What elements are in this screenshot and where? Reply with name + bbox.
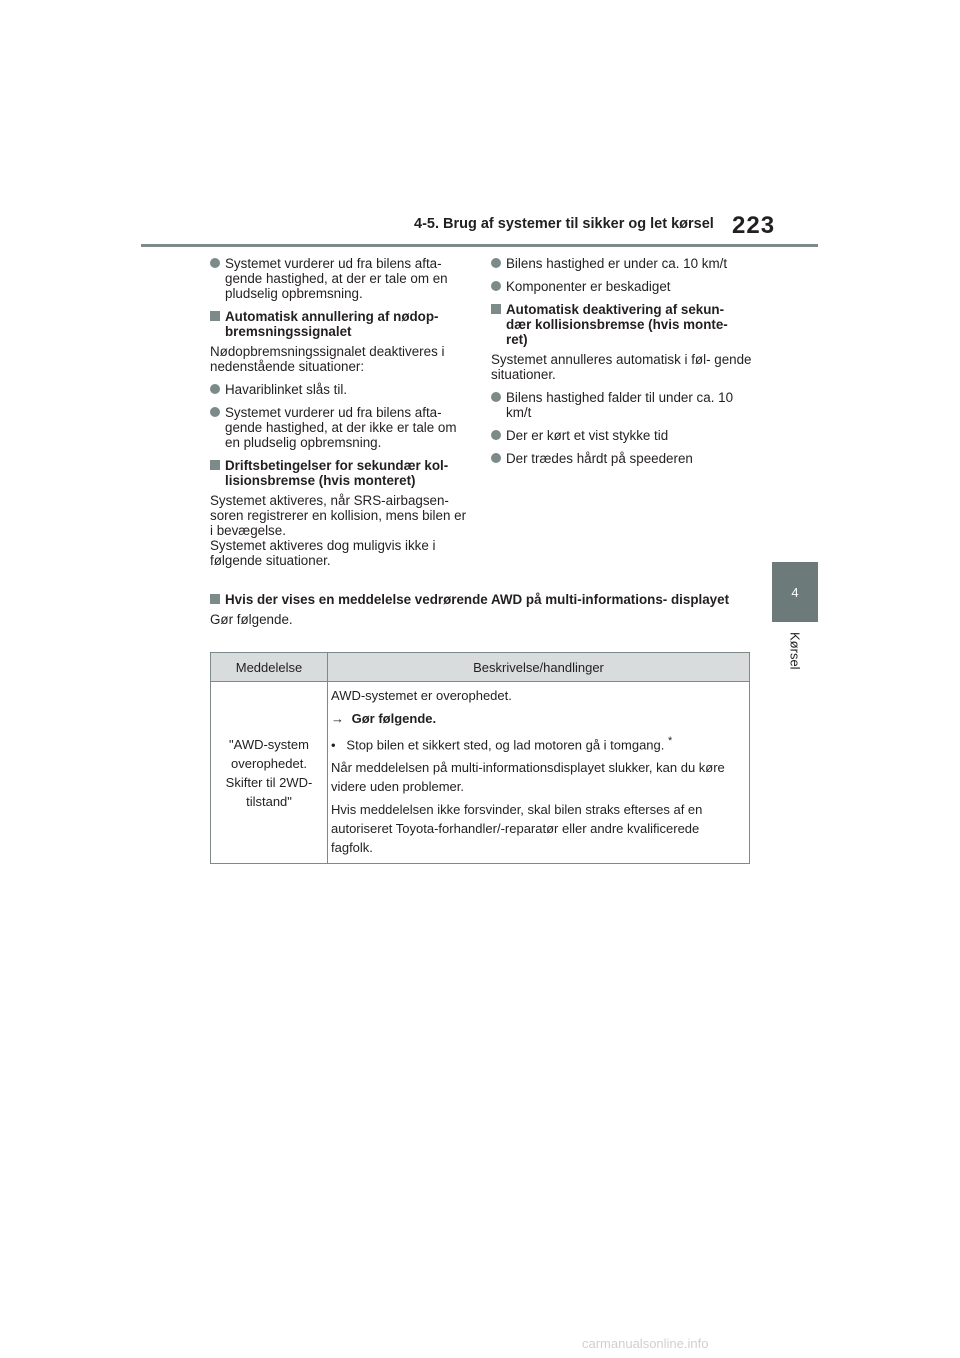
- column-header-description: Beskrivelse/handlinger: [328, 653, 750, 682]
- paragraph: Nødopbremsningssignalet deaktiveres i nedenstående situationer:: [210, 344, 445, 374]
- list-item-text: Systemet vurderer ud fra bilens afta- gende hastighed, at der er tale om en pludselig opbremsning.: [225, 256, 448, 301]
- list-item-text: Havariblinket slås til.: [225, 382, 348, 397]
- description-text: Hvis meddelelsen ikke forsvinder, skal bilen straks efterses af en autoriseret Toyota-forhandler/-reparatør eller andre kvalificerede fagfolk.: [331, 802, 703, 856]
- list-item: [491, 451, 753, 466]
- heading-square-icon: [210, 460, 220, 470]
- list-item-text: Komponenter er beskadiget: [506, 279, 671, 294]
- header-rule: [141, 244, 818, 247]
- paragraph: Gør følgende.: [210, 612, 293, 627]
- bullet-dot-icon: [491, 258, 501, 268]
- action-text: Gør følgende.: [351, 711, 437, 726]
- description-text: AWD-systemet er overophedet.: [331, 688, 512, 703]
- list-item-text: Systemet vurderer ud fra bilens afta- gende hastighed, at der ikke er tale om en pludselig opbremsning.: [225, 405, 457, 450]
- awd-section: [210, 592, 750, 627]
- list-item: [491, 428, 753, 443]
- section-heading-text: Hvis der vises en meddelelse vedrørende AWD på multi-informations- displayet: [225, 592, 730, 607]
- chapter-tab: [772, 562, 818, 622]
- list-item-text: Bilens hastighed er under ca. 10 km/t: [506, 256, 728, 271]
- bullet-dot-icon: [491, 392, 501, 402]
- footnote-mark: *: [668, 735, 673, 747]
- section-heading-text: Automatisk annullering af nødop- bremsningssignalet: [225, 309, 439, 339]
- description-cell: [328, 682, 750, 864]
- column-header-message: Meddelelse: [211, 653, 328, 682]
- list-item: [491, 390, 753, 420]
- bullet-dot-icon: [210, 258, 220, 268]
- section-heading: [210, 458, 470, 488]
- description-bullet-text: Stop bilen et sikkert sted, og lad motoren gå i tomgang.: [346, 737, 665, 753]
- heading-square-icon: [491, 304, 501, 314]
- paragraph: Systemet aktiveres, når SRS-airbagsen- soren registrerer en kollision, mens bilen er i bevægelse.: [210, 493, 467, 538]
- description-text: Når meddelelsen på multi-informationsdisplayet slukker, kan du køre videre uden problemer.: [331, 760, 725, 795]
- list-item: [491, 279, 753, 294]
- section-heading: [491, 302, 753, 347]
- chapter-label: Kørsel: [787, 632, 803, 670]
- bullet-dot-icon: [491, 281, 501, 291]
- list-item: [491, 256, 753, 271]
- bullet-dot-icon: [210, 384, 220, 394]
- heading-square-icon: [210, 311, 220, 321]
- right-column: [491, 256, 753, 474]
- message-cell: "AWD-system overophedet. Skifter til 2WD- tilstand": [211, 682, 328, 864]
- awd-message-table: [210, 652, 750, 864]
- section-heading-text: Automatisk deaktivering af sekun- dær kollisionsbremse (hvis monte- ret): [506, 302, 728, 347]
- paragraph: Systemet aktiveres dog muligvis ikke i følgende situationer.: [210, 538, 436, 568]
- list-item-text: Der trædes hårdt på speederen: [506, 451, 693, 466]
- bullet-dot-icon: [491, 430, 501, 440]
- bullet-dot-icon: [210, 407, 220, 417]
- page-number: 223: [732, 212, 776, 239]
- list-item: [210, 256, 470, 301]
- arrow-right-icon: →: [331, 711, 344, 726]
- section-heading: [210, 592, 750, 607]
- section-title: 4-5. Brug af systemer til sikker og let kørsel: [414, 216, 714, 232]
- description-bullet: [331, 732, 743, 754]
- section-heading-text: Driftsbetingelser for sekundær kol- lisionsbremse (hvis monteret): [225, 458, 449, 488]
- heading-square-icon: [210, 594, 220, 604]
- action-line: [331, 709, 743, 728]
- bullet-icon: •: [331, 737, 343, 753]
- list-item: [210, 405, 470, 450]
- section-heading: [210, 309, 470, 339]
- table-row: [211, 682, 750, 864]
- table-header-row: [211, 653, 750, 682]
- list-item-text: Der er kørt et vist stykke tid: [506, 428, 669, 443]
- bullet-dot-icon: [491, 453, 501, 463]
- list-item-text: Bilens hastighed falder til under ca. 10 km/t: [506, 390, 734, 420]
- watermark: carmanualsonline.info: [582, 1336, 709, 1351]
- list-item: [210, 382, 470, 397]
- left-column: [210, 256, 470, 568]
- paragraph: Systemet annulleres automatisk i føl- gende situationer.: [491, 352, 752, 382]
- chapter-number: 4: [791, 584, 799, 600]
